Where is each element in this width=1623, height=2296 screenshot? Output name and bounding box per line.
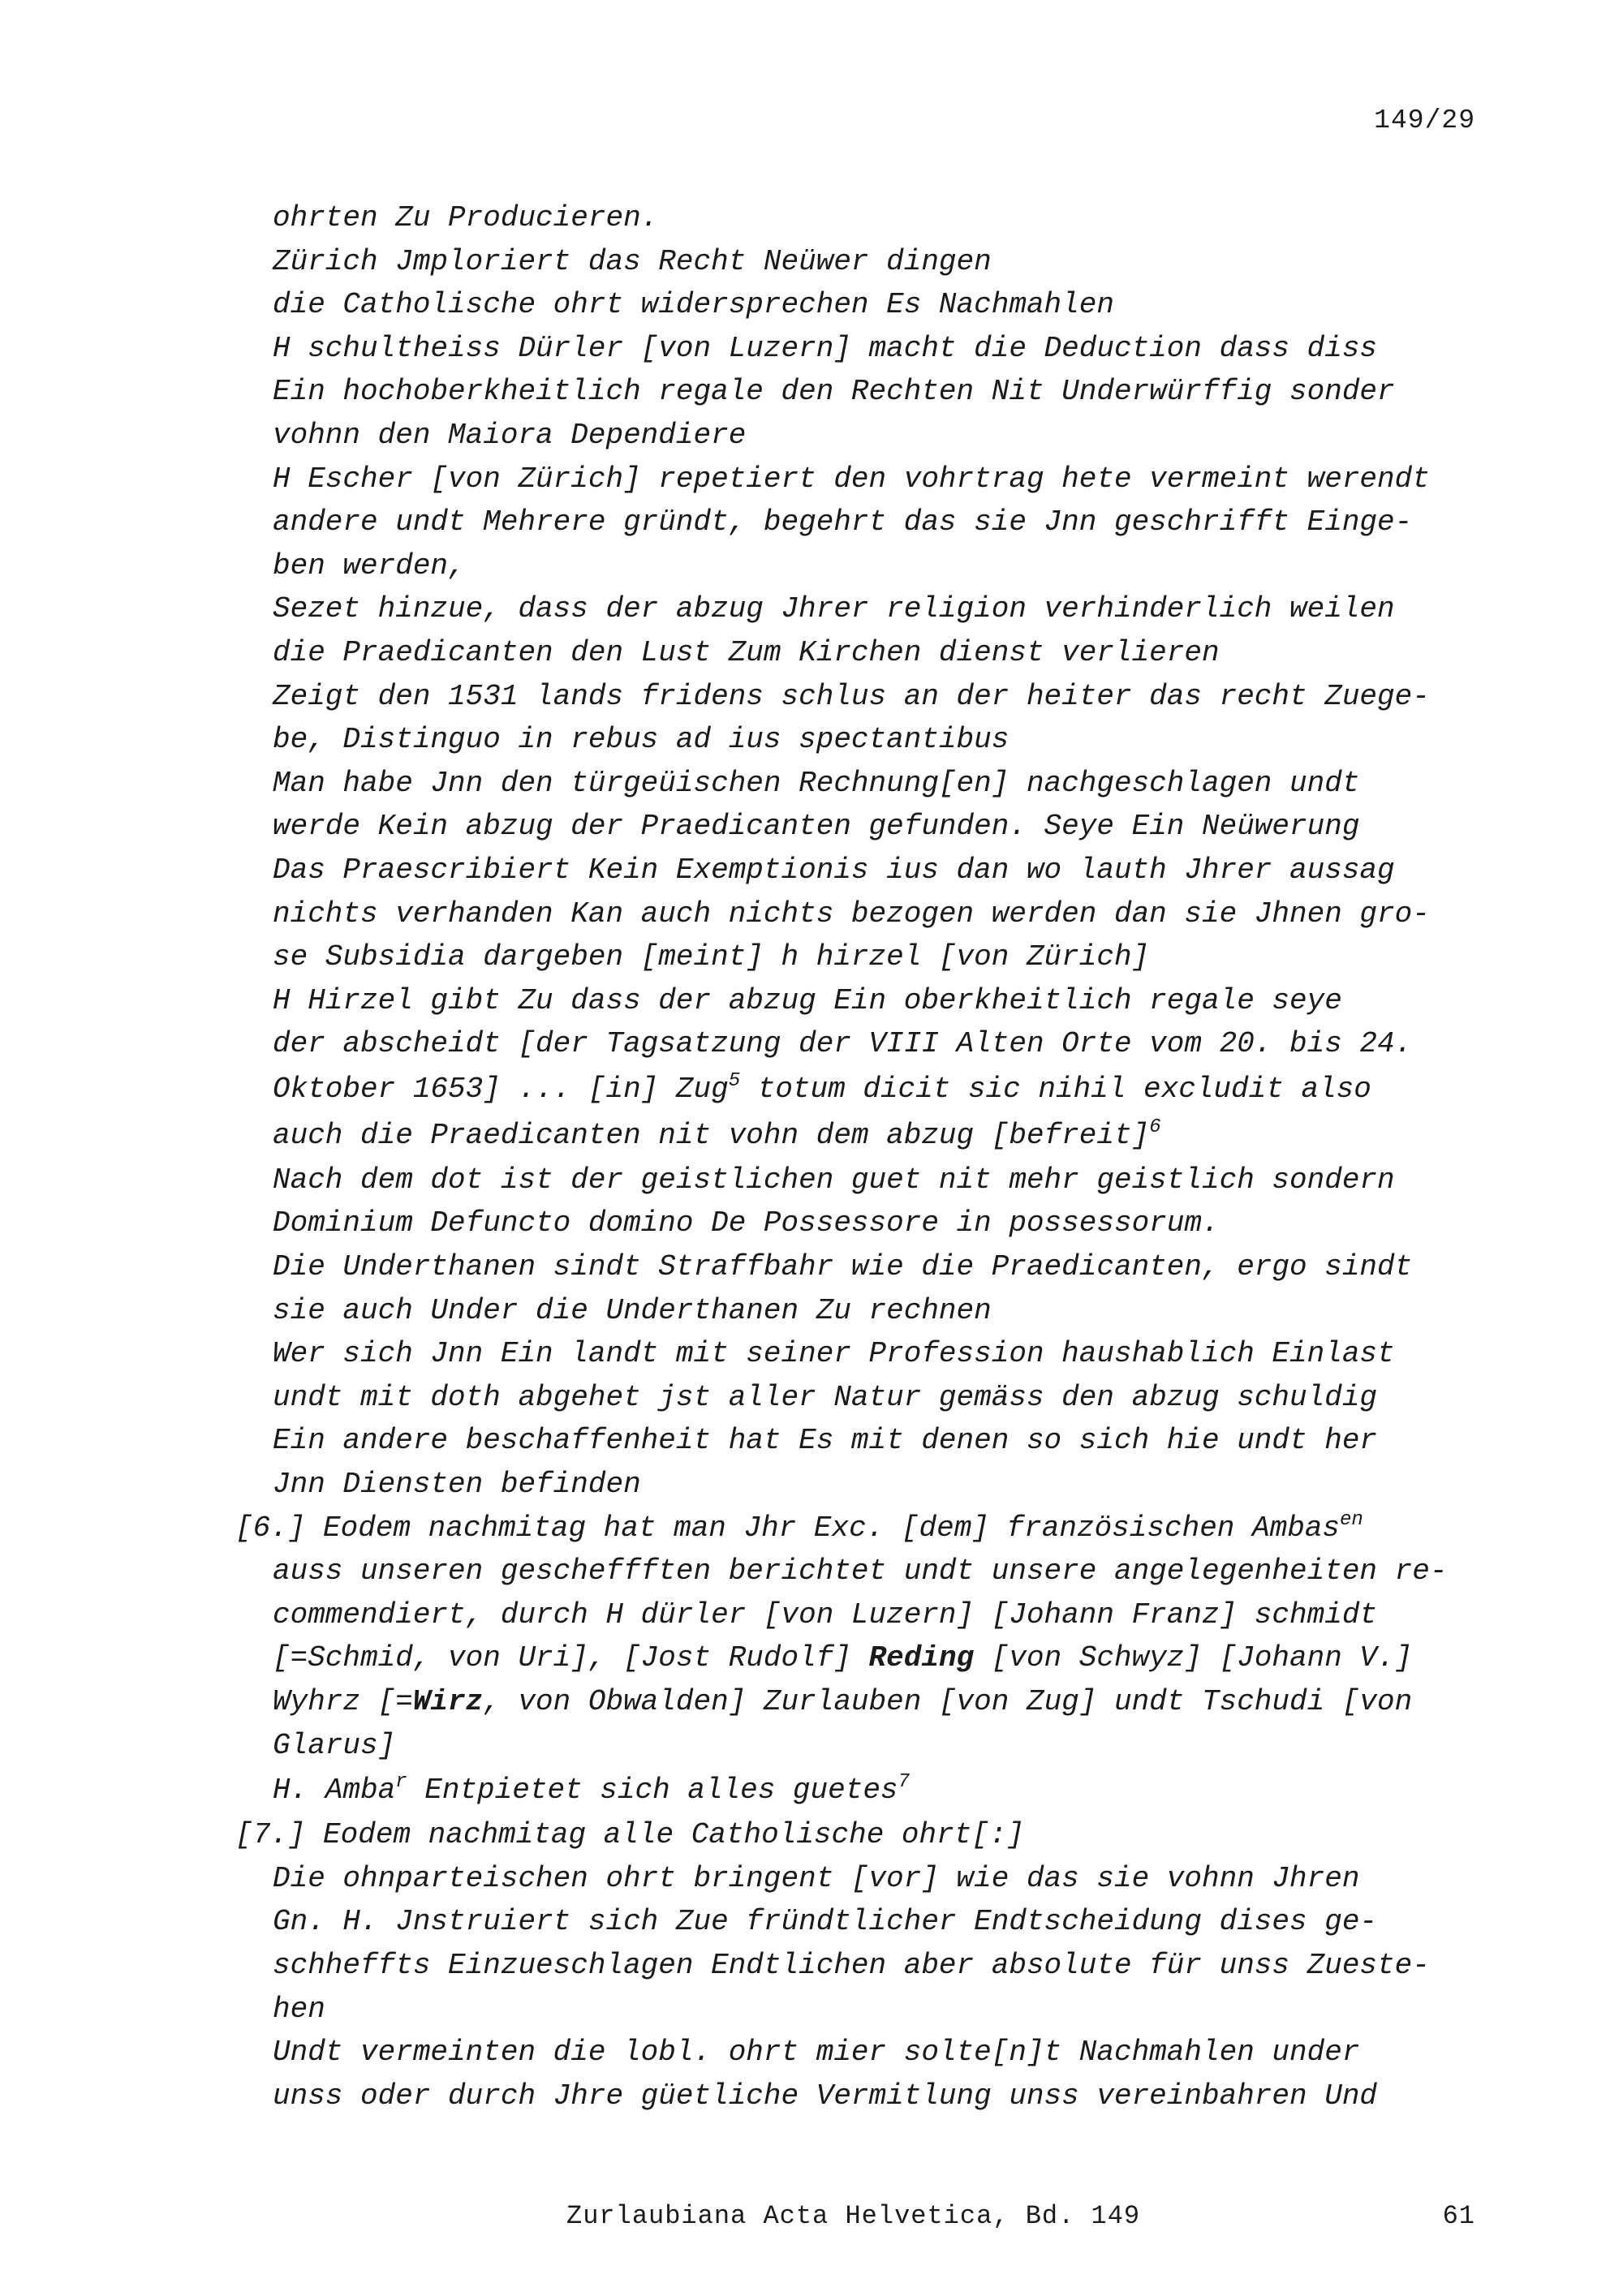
text-line: Jnn Diensten befinden [273, 1468, 641, 1502]
bold-name: Reding [868, 1641, 975, 1675]
text-segment: [=Schmid, von Uri], [Jost Rudolf] [273, 1641, 869, 1675]
text-line: Die ohnparteischen ohrt bringent [vor] wie das sie vohnn Jhren [273, 1861, 1360, 1895]
text-line: Wer sich Jnn Ein landt mit seiner Profession haushablich Einlast [273, 1337, 1395, 1371]
text-line: Das Praescribiert Kein Exemptionis ius dan wo lauth Jhrer aussag [273, 853, 1395, 887]
text-line: Ein hochoberkheitlich regale den Rechten Nit Underwürffig sonder [273, 375, 1395, 409]
footnote-marker: 5 [728, 1069, 741, 1092]
text-line: H Escher [von Zürich] repetiert den vohrtrag hete vermeint werendt [273, 462, 1430, 496]
text-line: Gn. H. Jnstruiert sich Zue fründtlicher Endtscheidung dises ge- [273, 1905, 1378, 1939]
text-segment: totum dicit sic nihil excludit also [740, 1072, 1371, 1106]
text-line: Die Underthanen sindt Straffbahr wie die Praedicanten, ergo sindt [273, 1250, 1413, 1284]
text-line: der abscheidt [der Tagsatzung der VIII Alten Orte vom 20. bis 24. [273, 1027, 1413, 1061]
text-segment: H. Amba [273, 1774, 396, 1808]
text-line [273, 1680, 1482, 1724]
footer-title: Zurlaubiana Acta Helvetica, Bd. 149 [566, 2201, 1141, 2231]
text-line: vohnn den Maiora Dependiere [273, 418, 747, 452]
text-line: hen [273, 1992, 325, 2026]
section-line-6 [235, 1507, 1482, 1550]
section-line-7: [7.] Eodem nachmitag alle Catholische ohrt[:] [235, 1818, 1025, 1852]
text-line [273, 1636, 1482, 1680]
text-segment: , von Obwalden] Zurlauben [von Zug] undt Tschudi [von [483, 1685, 1413, 1718]
text-segment: [6.] Eodem nachmitag hat man Jhr Exc. [dem] französischen Ambas [235, 1511, 1341, 1545]
text-line [273, 1767, 1482, 1813]
text-line: Nach dem dot ist der geistlichen guet nit mehr geistlich sondern [273, 1163, 1395, 1197]
text-line: ohrten Zu Producieren. [273, 201, 659, 234]
text-line: sie auch Under die Underthanen Zu rechnen [273, 1293, 992, 1327]
text-line: unss oder durch Jhre güetliche Vermitlung unss vereinbahren Und [273, 2079, 1378, 2113]
text-line: Glarus] [273, 1728, 396, 1762]
page-number: 149/29 [1374, 105, 1475, 135]
text-line: nichts verhanden Kan auch nichts bezogen werden dan sie Jhnen gro- [273, 896, 1430, 931]
footnote-marker: 6 [1149, 1116, 1161, 1138]
text-segment: auch die Praedicanten nit vohn dem abzug [befreit] [273, 1118, 1150, 1152]
superscript-abbreviation: r [395, 1771, 407, 1794]
text-line: schheffts Einzueschlagen Endtlichen aber absolute für unss Zueste- [273, 1948, 1430, 1982]
text-line: undt mit doth abgehet jst aller Natur gemäss den abzug schuldig [273, 1380, 1378, 1414]
text-segment: Oktober 1653] ... [in] Zug [273, 1072, 729, 1106]
text-line [273, 1112, 1482, 1159]
text-segment: [von Schwyz] [Johann V.] [974, 1641, 1413, 1675]
text-line: andere undt Mehrere gründt, begehrt das sie Jnn geschrifft Einge- [273, 505, 1413, 540]
text-line: Man habe Jnn den türgeüischen Rechnung[en] nachgeschlagen undt [273, 766, 1360, 800]
footnote-marker: 7 [898, 1771, 910, 1794]
text-line: commendiert, durch H dürler [von Luzern] [Johann Franz] schmidt [273, 1597, 1378, 1632]
text-line: se Subsidia dargeben [meint] h hirzel [von Zürich] [273, 940, 1150, 974]
text-line: H Hirzel gibt Zu dass der abzug Ein oberkheitlich regale seye [273, 983, 1342, 1017]
text-line [273, 1066, 1482, 1112]
text-line: Ein andere beschaffenheit hat Es mit denen so sich hie undt her [273, 1424, 1378, 1458]
text-line: H schultheiss Dürler [von Luzern] macht die Deduction dass diss [273, 331, 1378, 365]
text-line: Sezet hinzue, dass der abzug Jhrer religion verhinderlich weilen [273, 592, 1395, 626]
text-line: werde Kein abzug der Praedicanten gefunden. Seye Ein Neüwerung [273, 810, 1360, 844]
text-line: Zeigt den 1531 lands fridens schlus an der heiter das recht Zuege- [273, 679, 1430, 713]
bold-name: Wirz [412, 1685, 484, 1718]
text-line: die Praedicanten den Lust Zum Kirchen dienst verlieren [273, 635, 1220, 669]
text-line: auss unseren gescheffften berichtet undt unsere angelegenheiten re- [273, 1554, 1448, 1589]
footer-page-number: 61 [1442, 2201, 1475, 2231]
superscript-abbreviation: en [1340, 1508, 1363, 1531]
text-line: be, Distinguo in rebus ad ius spectantibus [273, 723, 1010, 757]
text-line: Undt vermeinten die lobl. ohrt mier solte[n]t Nachmahlen under [273, 2036, 1360, 2070]
text-line: die Catholische ohrt widersprechen Es Nachmahlen [273, 288, 1114, 322]
text-line: Dominium Defuncto domino De Possessore in possessorum. [273, 1206, 1220, 1240]
text-line: Zürich Jmploriert das Recht Neüwer dingen [273, 244, 992, 278]
text-segment: Wyhrz [= [273, 1685, 413, 1718]
text-line: ben werden, [273, 548, 466, 583]
text-segment: Entpietet sich alles guetes [407, 1774, 898, 1808]
document-body [235, 196, 1482, 2118]
